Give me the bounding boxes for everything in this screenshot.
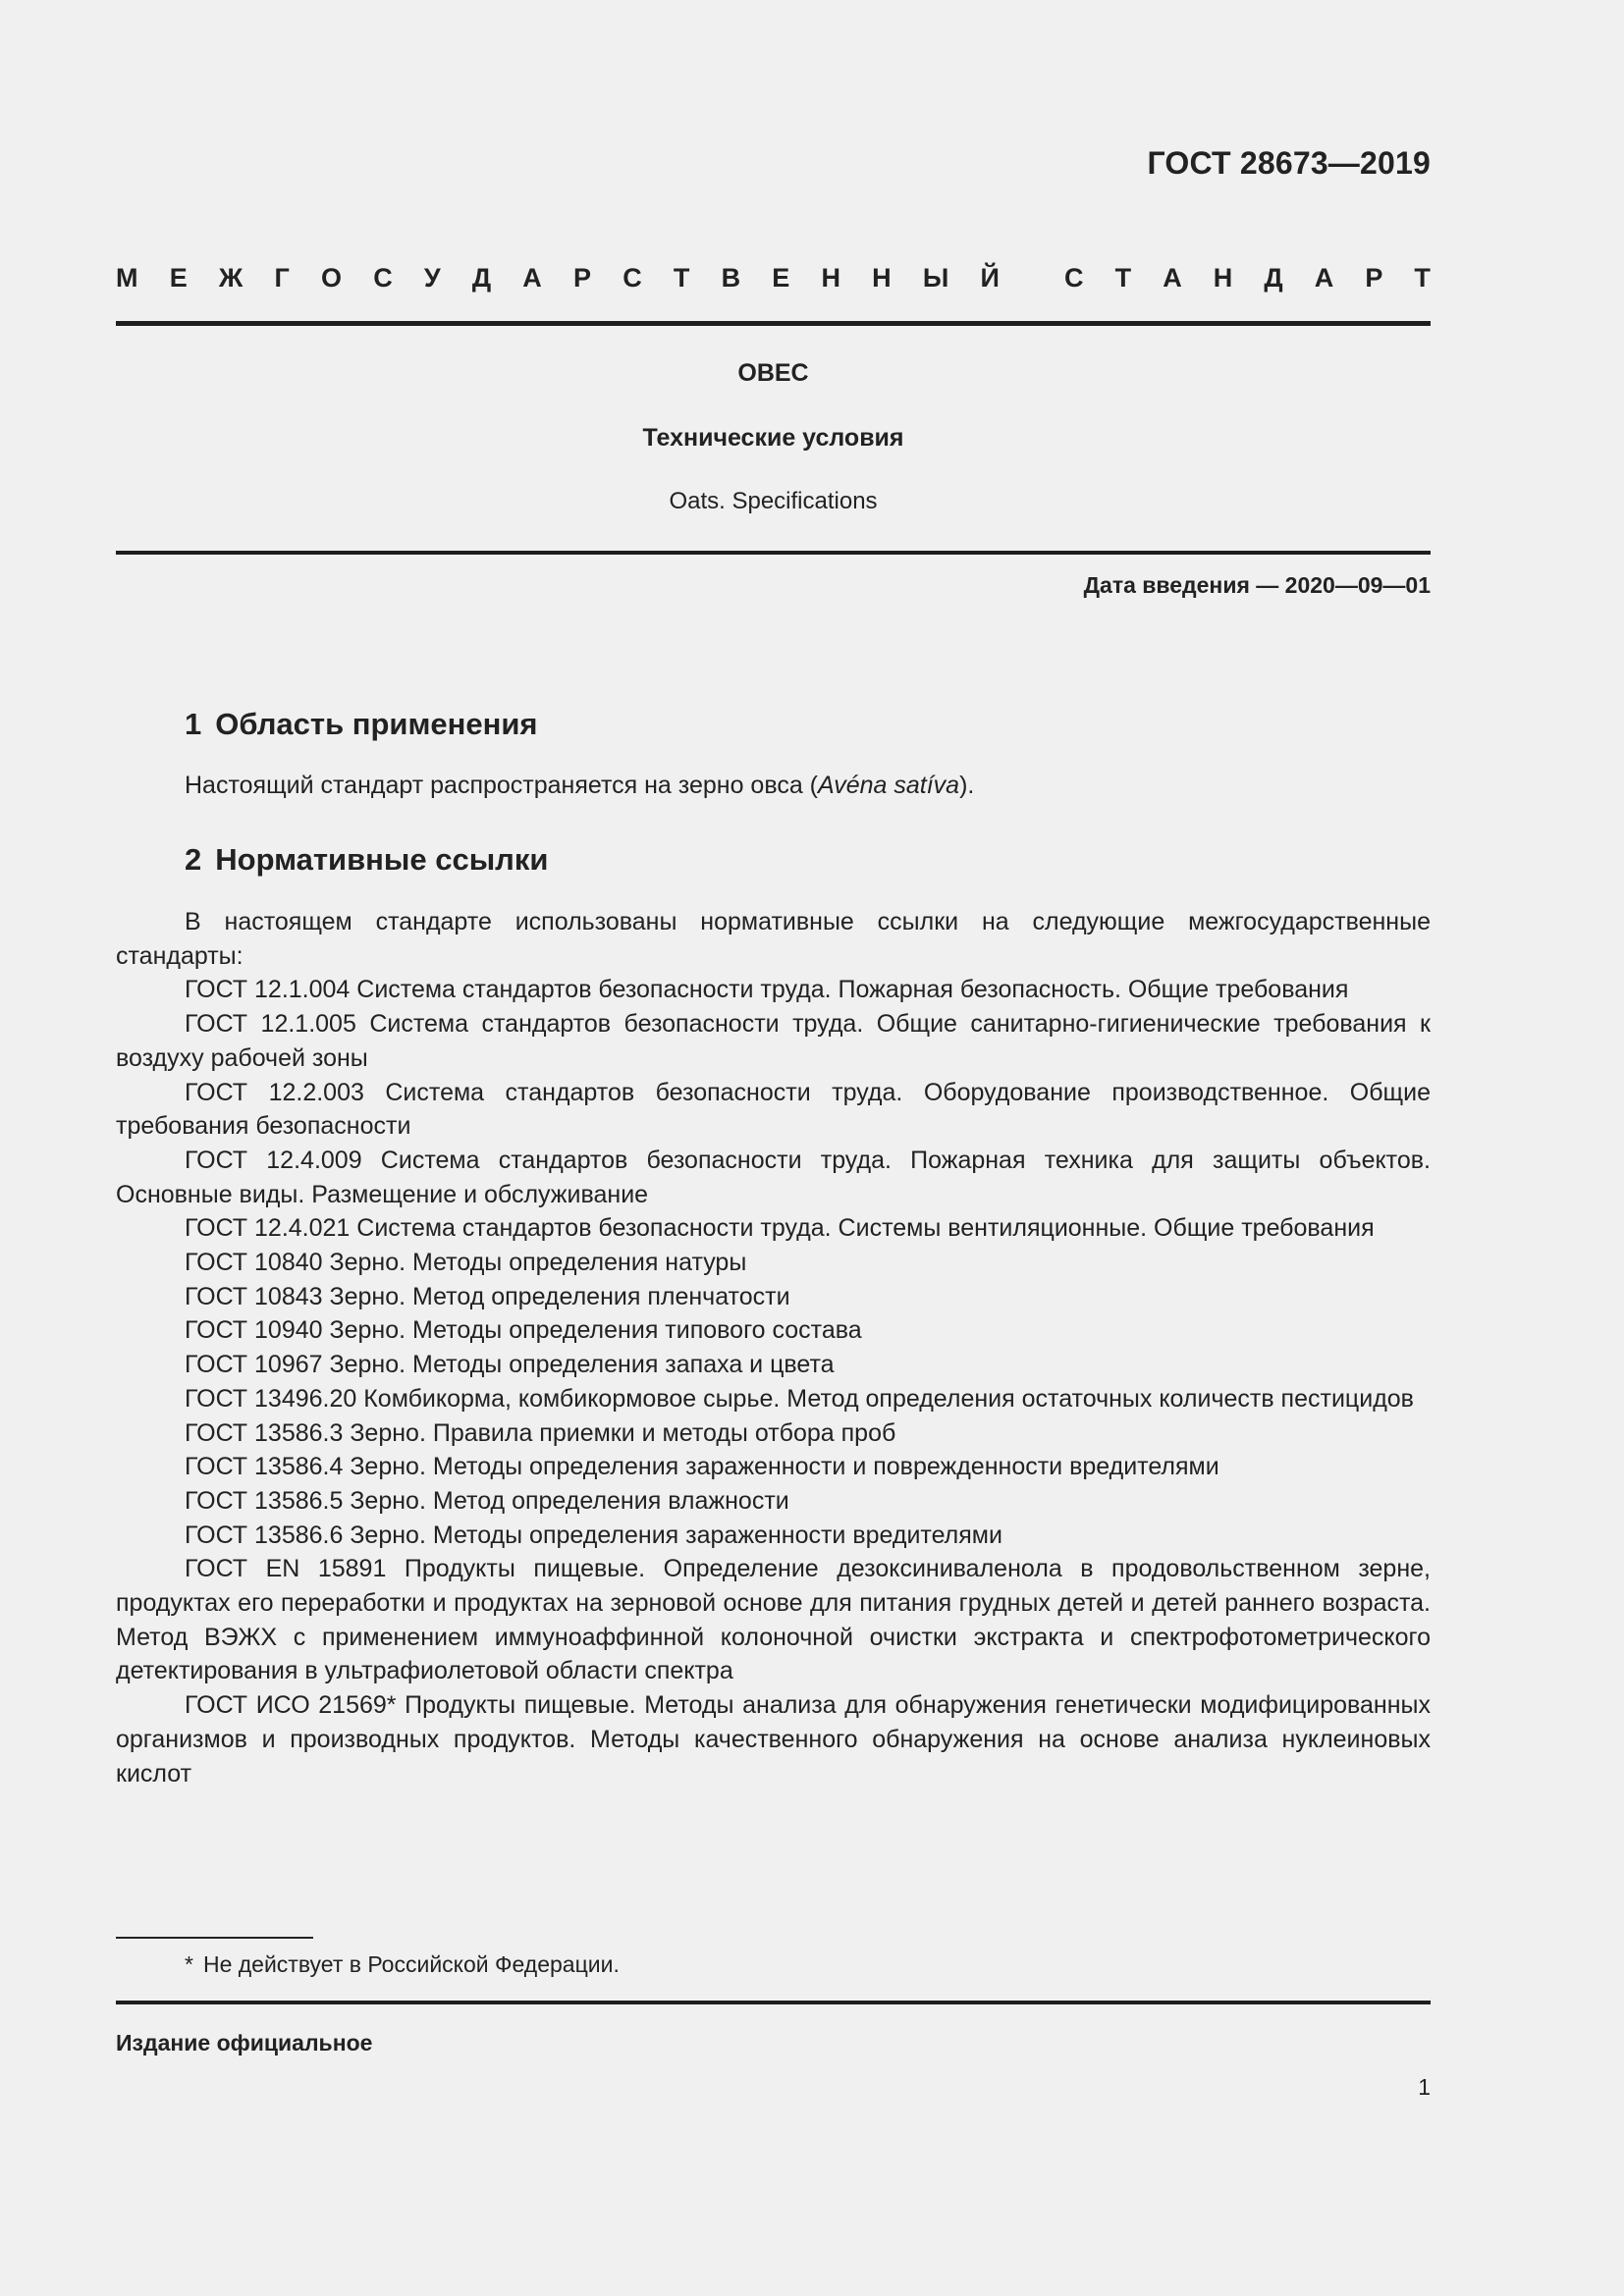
banner-letter: Т: [673, 263, 690, 293]
scope-text-end: ).: [959, 772, 975, 799]
banner-letter: С: [373, 263, 393, 293]
banner-letter: А: [522, 263, 542, 293]
scope-text: Настоящий стандарт распространяется на зерно овса (: [185, 772, 818, 799]
banner-letter: Н: [872, 263, 892, 293]
footnote: [185, 1951, 620, 1978]
banner-letter: М: [116, 263, 138, 293]
banner-letter: С: [1064, 263, 1084, 293]
banner-letter: У: [423, 263, 441, 293]
header-rule: [116, 321, 1431, 326]
banner-letter: Ы: [922, 263, 949, 293]
banner-letter: Д: [471, 263, 492, 293]
section-title: Область применения: [215, 707, 538, 741]
scope-paragraph: [116, 769, 1431, 803]
footnote-separator: [116, 1937, 313, 1939]
references-list: [116, 905, 1431, 1790]
reference-item: ГОСТ 10967 Зерно. Методы определения запаха и цвета: [185, 1351, 835, 1379]
reference-item: ГОСТ 13586.6 Зерно. Методы определения зараженности вредителями: [185, 1521, 1002, 1549]
section-heading-references: [185, 842, 548, 878]
footer-rule: [116, 2001, 1431, 2004]
reference-item: ГОСТ 10843 Зерно. Метод определения пленчатости: [185, 1282, 790, 1310]
document-subtitle: Технические условия: [642, 424, 904, 452]
reference-item: ГОСТ 13586.5 Зерно. Метод определения влажности: [185, 1486, 789, 1515]
banner-letter: Е: [169, 263, 188, 293]
banner-letter: Т: [1114, 263, 1132, 293]
banner-letter: Ж: [218, 263, 244, 293]
interstate-standard-banner: [116, 263, 1431, 294]
document-code: ГОСТ 28673—2019: [1147, 145, 1431, 181]
footnote-marker: *: [185, 1951, 193, 1977]
reference-item: ГОСТ 12.1.004 Система стандартов безопасности труда. Пожарная безопасность. Общие требования: [185, 976, 1349, 1004]
banner-letter: А: [1314, 263, 1334, 293]
banner-letter: Й: [980, 263, 1000, 293]
document-title: ОВЕС: [737, 359, 809, 387]
reference-item: ГОСТ ИСО 21569* Продукты пищевые. Методы анализа для обнаружения генетически модифицированных организмов и производных продуктов. Методы качественного обнаружения на основе анализа нуклеиновых кислот: [116, 1691, 1431, 1788]
introduction-date: Дата введения — 2020—09—01: [1083, 572, 1431, 598]
banner-letter: Р: [572, 263, 591, 293]
banner-letter: Н: [821, 263, 840, 293]
reference-item: ГОСТ 12.4.009 Система стандартов безопасности труда. Пожарная техника для защиты объектов. Основные виды. Размещение и обслуживание: [116, 1146, 1431, 1208]
section-heading-scope: [185, 707, 538, 742]
reference-item: ГОСТ 13586.4 Зерно. Методы определения зараженности и поврежденности вредителями: [185, 1453, 1219, 1481]
reference-item: ГОСТ 12.4.021 Система стандартов безопасности труда. Системы вентиляционные. Общие требования: [185, 1214, 1375, 1243]
banner-letter: Д: [1264, 263, 1283, 293]
banner-letter: О: [320, 263, 342, 293]
latin-name: Avéna satíva: [818, 772, 960, 799]
references-intro: В настоящем стандарте использованы нормативные ссылки на следующие межгосударственные стандарты:: [116, 908, 1431, 970]
page-number: 1: [1418, 2074, 1431, 2100]
reference-item: ГОСТ 10940 Зерно. Методы определения типового состава: [185, 1316, 862, 1345]
banner-word-interstate: [116, 263, 1000, 294]
footnote-text: Не действует в Российской Федерации.: [202, 1951, 620, 1977]
reference-item: ГОСТ 10840 Зерно. Методы определения натуры: [185, 1249, 747, 1277]
reference-item: ГОСТ 12.1.005 Система стандартов безопасности труда. Общие санитарно-гигиенические требования к воздуху рабочей зоны: [116, 1010, 1431, 1072]
banner-letter: Н: [1213, 263, 1233, 293]
reference-item: ГОСТ EN 15891 Продукты пищевые. Определение дезоксиниваленола в продовольственном зерне, продуктах его переработки и продуктах на зерновой основе для питания грудных детей и детей раннего возраста. Метод ВЭЖХ с применением иммуноаффинной колоночной очистки экстракта и спектрофотометрического детектирования в ультрафиолетовой области спектра: [116, 1555, 1431, 1685]
banner-word-standard: [1064, 263, 1431, 294]
english-title: Oats. Specifications: [669, 488, 878, 514]
banner-letter: Т: [1414, 263, 1431, 293]
reference-item: ГОСТ 13586.3 Зерно. Правила приемки и методы отбора проб: [185, 1418, 896, 1447]
banner-letter: Е: [772, 263, 790, 293]
reference-item: ГОСТ 13496.20 Комбикорма, комбикормовое сырье. Метод определения остаточных количеств пестицидов: [185, 1384, 1414, 1413]
section-number: 1: [185, 707, 202, 741]
banner-letter: В: [721, 263, 741, 293]
banner-letter: Р: [1365, 263, 1383, 293]
banner-letter: А: [1163, 263, 1182, 293]
section-title: Нормативные ссылки: [215, 842, 549, 877]
official-edition-label: Издание официальное: [116, 2030, 373, 2056]
section-number: 2: [185, 842, 202, 877]
title-rule: [116, 551, 1431, 555]
reference-item: ГОСТ 12.2.003 Система стандартов безопасности труда. Оборудование производственное. Общие требования безопасности: [116, 1078, 1431, 1141]
banner-letter: С: [623, 263, 642, 293]
banner-letter: Г: [274, 263, 290, 293]
